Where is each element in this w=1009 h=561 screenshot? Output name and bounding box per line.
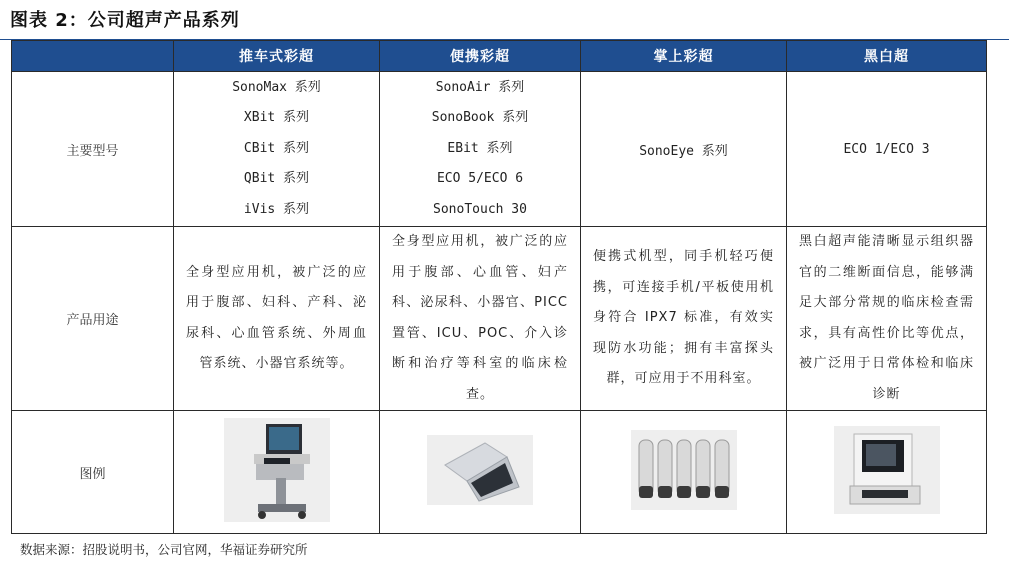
header-bw: 黑白超: [787, 41, 987, 72]
header-corner: [12, 41, 174, 72]
image-cell-portable: [380, 411, 581, 534]
models-portable: [380, 72, 581, 227]
models-row: [12, 72, 987, 227]
model-item: CBit 系列: [243, 140, 310, 156]
model-item: SonoTouch 30: [433, 201, 527, 217]
model-item: EBit 系列: [447, 140, 513, 156]
models-handheld: SonoEye 系列: [581, 72, 787, 227]
data-source: 数据来源：招股说明书，公司官网，华福证券研究所: [20, 542, 308, 557]
models-cart: [174, 72, 380, 227]
header-handheld-color: 掌上彩超: [581, 41, 787, 72]
usage-row: [12, 227, 987, 411]
figure-title: 图表 2：公司超声产品系列: [10, 10, 240, 31]
model-item: ECO 5/ECO 6: [436, 171, 524, 187]
models-bw: ECO 1/ECO 3: [787, 72, 987, 227]
header-portable-color: 便携彩超: [380, 41, 581, 72]
legend-label: 图例: [12, 411, 174, 534]
image-cell-handheld: [581, 411, 787, 534]
header-cart-color: 推车式彩超: [174, 41, 380, 72]
model-item: SonoAir 系列: [435, 79, 525, 95]
cart-ultrasound-image: [224, 418, 330, 522]
model-item: SonoMax 系列: [232, 79, 321, 95]
usage-cart: 全身型应用机，被广泛的应用于腹部、妇科、产科、泌尿科、心血管系统、外周血管系统、小器官系统等。: [174, 227, 380, 411]
usage-label: 产品用途: [12, 227, 174, 411]
model-item: QBit 系列: [243, 171, 310, 187]
handheld-probes-image: [631, 430, 737, 510]
laptop-ultrasound-image: [427, 435, 533, 505]
usage-bw: 黑白超声能清晰显示组织器官的二维断面信息，能够满足大部分常规的临床检查需求，具有高性价比等优点，被广泛用于日常体检和临床诊断: [787, 227, 987, 411]
model-item: XBit 系列: [243, 110, 310, 126]
product-table: [11, 40, 987, 534]
usage-portable: 全身型应用机，被广泛的应用于腹部、心血管、妇产科、泌尿科、小器官、PICC 置管、ICU、POC、介入诊断和治疗等科室的临床检查。: [380, 227, 581, 411]
bw-ultrasound-image: [834, 426, 940, 514]
models-label: 主要型号: [12, 72, 174, 227]
model-item: SonoBook 系列: [431, 110, 529, 126]
legend-row: [12, 411, 987, 534]
image-cell-cart: [174, 411, 380, 534]
usage-handheld: 便携式机型，同手机轻巧便携，可连接手机/平板使用机身符合 IPX7 标准，有效实现防水功能；拥有丰富探头群，可应用于不用科室。: [581, 227, 787, 411]
header-row: [12, 41, 987, 72]
image-cell-bw: [787, 411, 987, 534]
model-item: iVis 系列: [243, 201, 310, 217]
